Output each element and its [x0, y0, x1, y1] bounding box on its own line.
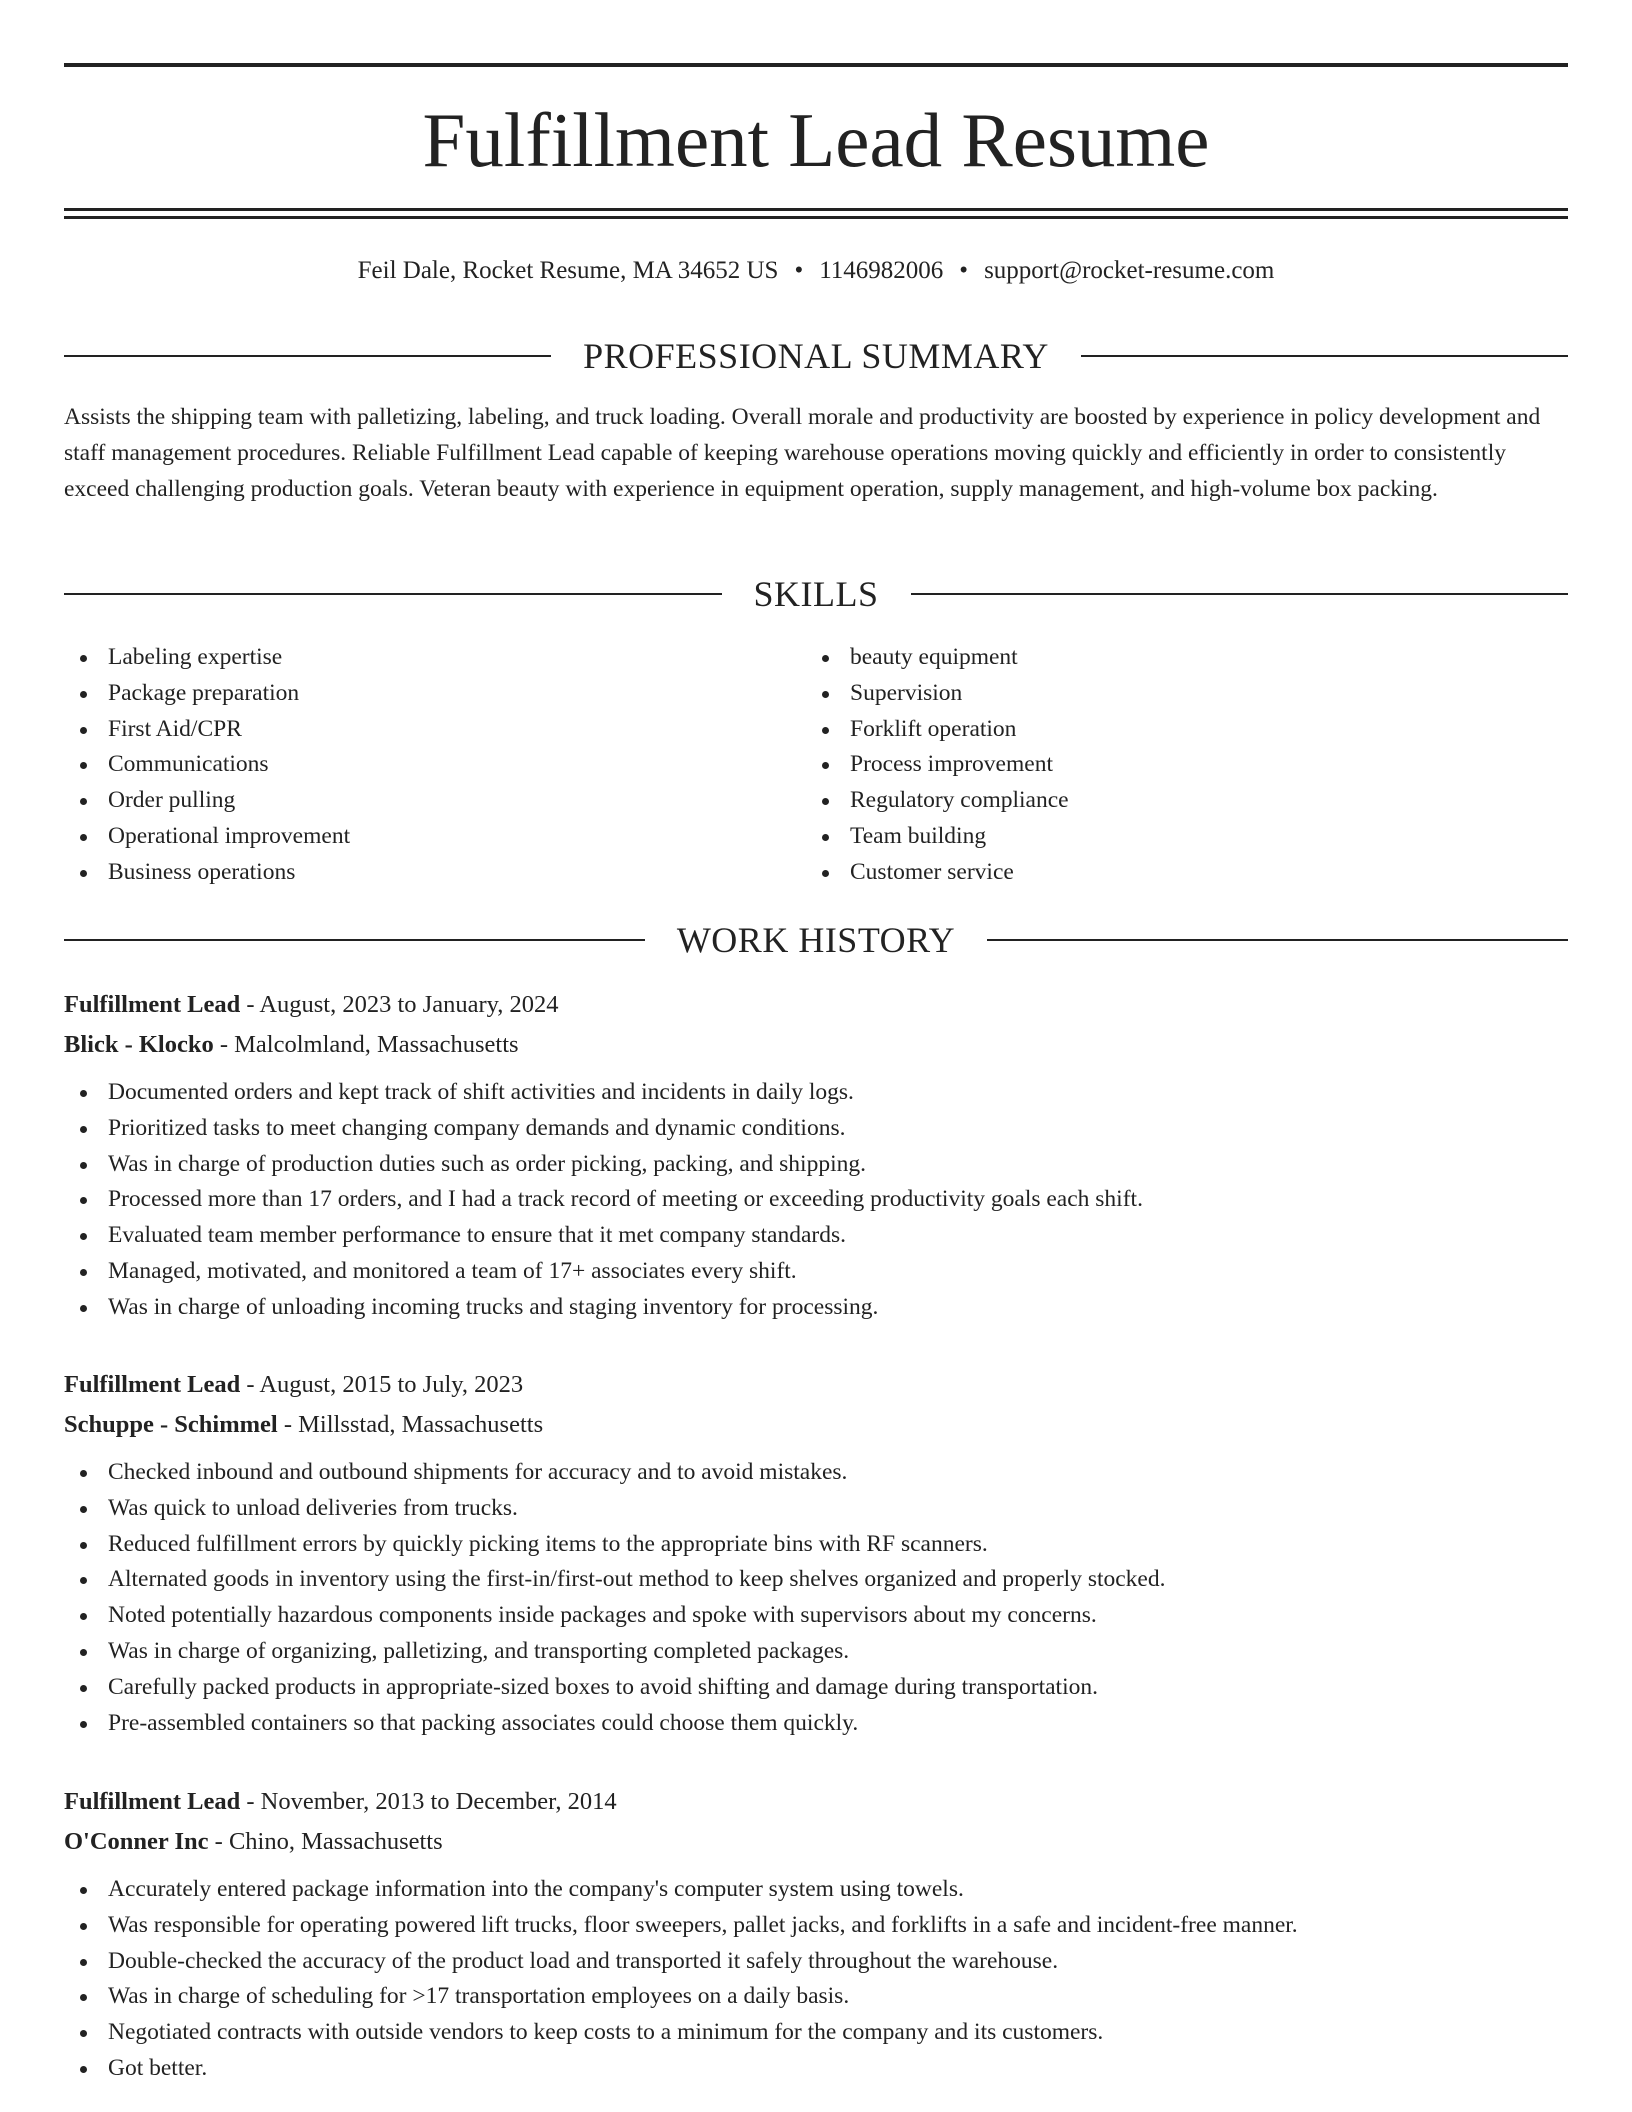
job-bullet: Was in charge of scheduling for >17 transportation employees on a daily basis. — [64, 1979, 1568, 2015]
job-bullet: Pre-assembled containers so that packing associates could choose them quickly. — [64, 1706, 1568, 1742]
contact-separator: • — [959, 257, 969, 284]
job-bullets — [64, 1075, 1568, 1326]
job-bullets — [64, 1872, 1568, 2087]
job-bullet: Prioritized tasks to meet changing company demands and dynamic conditions. — [64, 1111, 1568, 1147]
skill-item: Communications — [64, 747, 804, 783]
job-bullet: Noted potentially hazardous components inside packages and spoke with supervisors about my concerns. — [64, 1598, 1568, 1634]
job-dates: - November, 2013 to December, 2014 — [240, 1788, 617, 1815]
skill-item: beauty equipment — [806, 640, 1566, 676]
job-title-line — [64, 1365, 1568, 1405]
job-bullet: Checked inbound and outbound shipments for accuracy and to avoid mistakes. — [64, 1455, 1568, 1491]
divider-line — [64, 593, 722, 595]
section-title-summary: PROFESSIONAL SUMMARY — [583, 336, 1049, 376]
section-header-work — [64, 918, 1568, 962]
job-bullet: Got better. — [64, 2051, 1568, 2087]
skill-item: Forklift operation — [806, 712, 1566, 748]
divider-line — [911, 593, 1569, 595]
job-company: Schuppe - Schimmel — [64, 1411, 278, 1438]
job-bullet: Carefully packed products in appropriate-sized boxes to avoid shifting and damage during transportation. — [64, 1670, 1568, 1706]
job-bullet: Evaluated team member performance to ensure that it met company standards. — [64, 1218, 1568, 1254]
job-entry — [64, 1365, 1568, 1741]
contact-line — [64, 254, 1568, 288]
skill-item: Package preparation — [64, 676, 804, 712]
job-dates: - August, 2015 to July, 2023 — [240, 1371, 524, 1398]
job-bullet: Was responsible for operating powered lift trucks, floor sweepers, pallet jacks, and forklifts in a safe and incident-free manner. — [64, 1908, 1568, 1944]
top-rule — [64, 63, 1568, 67]
skill-item: Business operations — [64, 855, 804, 891]
job-company-line — [64, 1025, 1568, 1065]
job-bullet: Alternated goods in inventory using the first-in/first-out method to keep shelves organized and properly stocked. — [64, 1562, 1568, 1598]
job-dates: - August, 2023 to January, 2024 — [240, 991, 559, 1018]
title-rule-lower — [64, 216, 1568, 219]
contact-address: Feil Dale, Rocket Resume, MA 34652 US — [357, 257, 779, 284]
job-company-line — [64, 1405, 1568, 1445]
contact-email: support@rocket-resume.com — [984, 257, 1275, 284]
skill-item: Operational improvement — [64, 819, 804, 855]
professional-summary-text: Assists the shipping team with palletizing, labeling, and truck loading. Overall morale and productivity are boosted by experience in policy development and staff management procedures. Reliable Fulfillment Lead capable of keeping warehouse operations moving quickly and efficiently in order to consistently exceed challenging production goals. Veteran beauty with experience in equipment operation, supply management, and high-volume box packing. — [64, 404, 1541, 502]
job-bullet: Was in charge of unloading incoming trucks and staging inventory for processing. — [64, 1290, 1568, 1326]
job-bullet: Reduced fulfillment errors by quickly picking items to the appropriate bins with RF scanners. — [64, 1527, 1568, 1563]
skill-item: Process improvement — [806, 747, 1566, 783]
divider-line — [64, 355, 551, 357]
page-title: Fulfillment Lead Resume — [422, 97, 1210, 183]
skill-item: Supervision — [806, 676, 1566, 712]
contact-separator: • — [794, 257, 804, 284]
divider-line — [987, 939, 1568, 941]
job-title-line — [64, 985, 1568, 1025]
job-bullet: Double-checked the accuracy of the product load and transported it safely throughout the warehouse. — [64, 1944, 1568, 1980]
skill-item: Regulatory compliance — [806, 783, 1566, 819]
skill-item: Labeling expertise — [64, 640, 804, 676]
job-title: Fulfillment Lead — [64, 1371, 241, 1398]
skill-item: First Aid/CPR — [64, 712, 804, 748]
skills-list-left — [64, 640, 804, 891]
job-title: Fulfillment Lead — [64, 1788, 241, 1815]
job-bullets — [64, 1455, 1568, 1741]
section-header-skills — [64, 572, 1568, 616]
section-title-skills: SKILLS — [753, 574, 879, 614]
job-bullet: Negotiated contracts with outside vendors to keep costs to a minimum for the company and its customers. — [64, 2015, 1568, 2051]
skill-item: Team building — [806, 819, 1566, 855]
job-title: Fulfillment Lead — [64, 991, 241, 1018]
divider-line — [1081, 355, 1568, 357]
contact-phone: 1146982006 — [819, 257, 944, 284]
job-bullet: Accurately entered package information into the company's computer system using towels. — [64, 1872, 1568, 1908]
divider-line — [64, 939, 645, 941]
job-company-line — [64, 1822, 1568, 1862]
job-company: O'Conner Inc — [64, 1828, 209, 1855]
job-bullet: Documented orders and kept track of shift activities and incidents in daily logs. — [64, 1075, 1568, 1111]
job-location: - Millsstad, Massachusetts — [277, 1411, 544, 1438]
skill-item: Order pulling — [64, 783, 804, 819]
job-title-line — [64, 1782, 1568, 1822]
section-header-summary — [64, 334, 1568, 378]
job-entry — [64, 1782, 1568, 2087]
job-location: - Malcolmland, Massachusetts — [213, 1031, 519, 1058]
skill-item: Customer service — [806, 855, 1566, 891]
job-bullet: Was quick to unload deliveries from trucks. — [64, 1491, 1568, 1527]
job-entry — [64, 985, 1568, 1326]
job-location: - Chino, Massachusetts — [208, 1828, 443, 1855]
job-bullet: Was in charge of organizing, palletizing, and transporting completed packages. — [64, 1634, 1568, 1670]
section-title-work: WORK HISTORY — [676, 920, 956, 960]
job-company: Blick - Klocko — [64, 1031, 214, 1058]
job-bullet: Managed, motivated, and monitored a team of 17+ associates every shift. — [64, 1254, 1568, 1290]
title-rule-upper — [64, 208, 1568, 211]
job-bullet: Was in charge of production duties such as order picking, packing, and shipping. — [64, 1147, 1568, 1183]
job-bullet: Processed more than 17 orders, and I had a track record of meeting or exceeding productivity goals each shift. — [64, 1182, 1568, 1218]
skills-list-right — [806, 640, 1566, 891]
